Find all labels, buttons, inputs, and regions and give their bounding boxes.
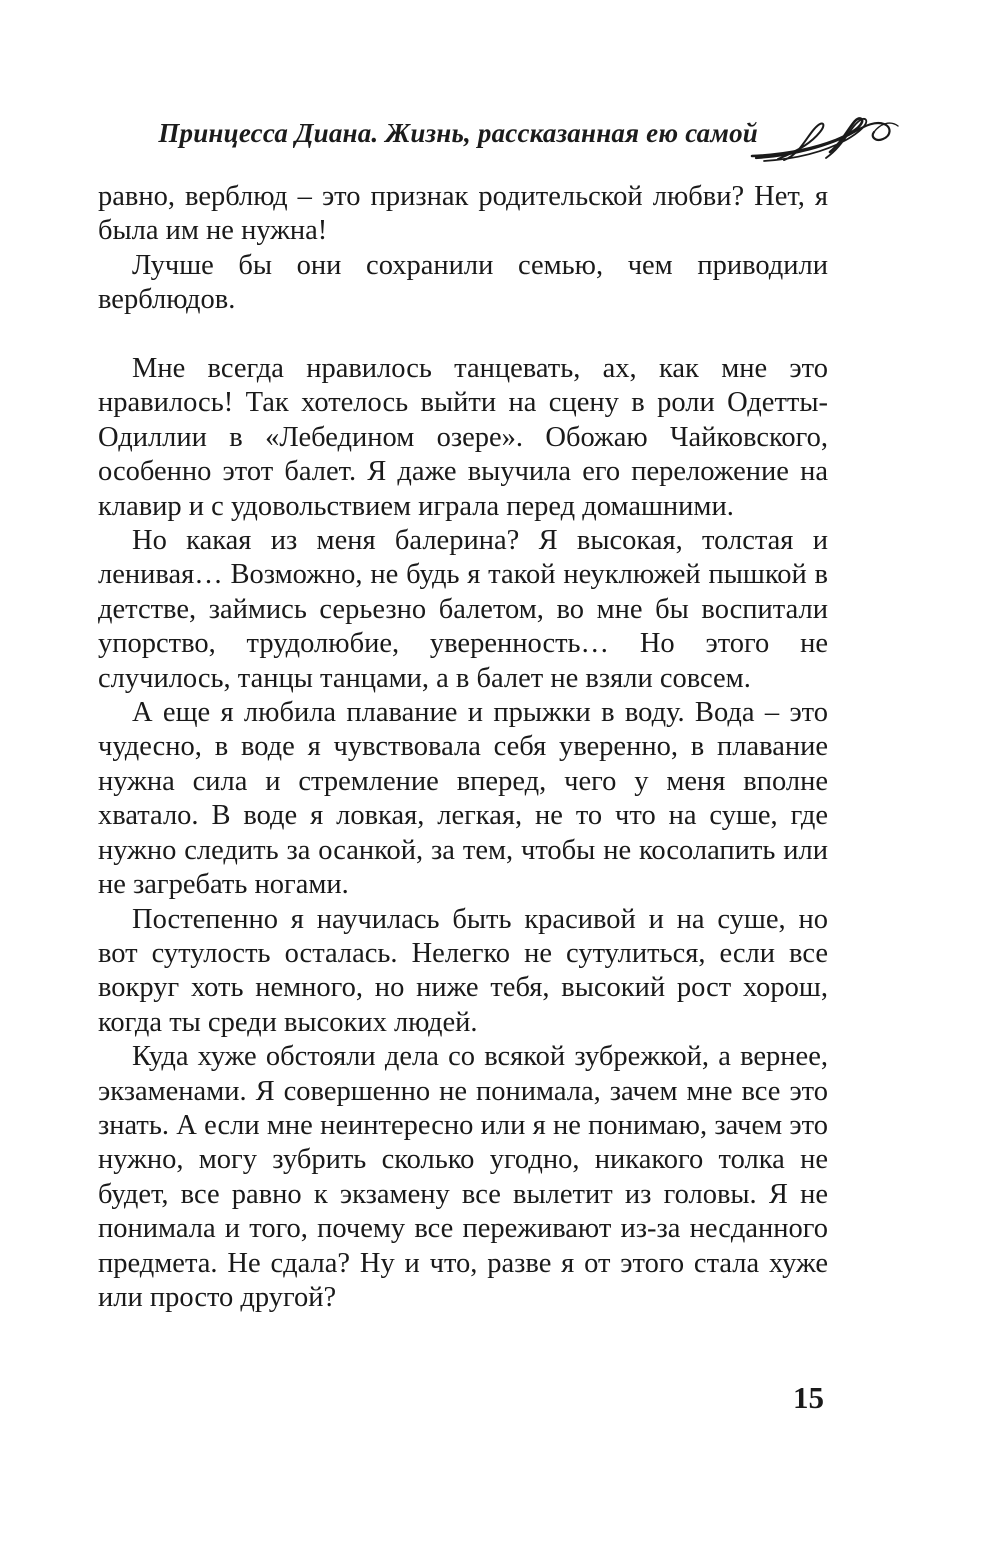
paragraph-5: А еще я любила плавание и прыжки в воду. Вода – это чудесно, в воде я чувствовала себя уверенно, в плавание нужна сила и стремление вперед, чего у меня вполне хватало. В воде я ловкая, легкая, не то что на суше, где нужно следить за осанкой, за тем, чтобы не косолапить или не загребать ногами. bbox=[98, 697, 828, 901]
paragraph-7: Куда хуже обстояли дела со всякой зубрежкой, а вернее, экзаменами. Я совершенно не понимала, зачем мне все это знать. А если мне неинтересно или я не понимаю, зачем это нужно, могу зубрить сколько угодно, никакого толка не будет, все равно к экзамену все вылетит из головы. Я не понимала и того, почему все переживают из-за несданного предмета. Не сдала? Ну и что, разве я от этого стала хуже или просто другой? bbox=[98, 1041, 828, 1313]
flourish-ornament-icon bbox=[750, 112, 900, 164]
paragraph-4: Но какая из меня балерина? Я высокая, толстая и ленивая… Возможно, не будь я такой неуклюжей пышкой в детстве, займись серьезно балетом, во мне бы воспитали упорство, трудолюбие, уверенность… Но этого не случилось, танцы танцами, а в балет не взяли совсем. bbox=[98, 525, 828, 694]
running-title: Принцесса Диана. Жизнь, рассказанная ею самой bbox=[158, 118, 758, 148]
paragraph-2: Лучше бы они сохранили семью, чем приводили верблюдов. bbox=[98, 249, 828, 316]
page-number: 15 bbox=[793, 1380, 824, 1415]
paragraph-6: Постепенно я научилась быть красивой и на суше, но вот сутулость осталась. Нелегко не сутулиться, если все вокруг хоть немного, но ниже тебя, высокий рост хорош, когда ты среди высоких людей. bbox=[98, 903, 828, 1038]
running-header bbox=[158, 112, 900, 162]
paragraph-3: Мне всегда нравилось танцевать, ах, как мне это нравилось! Так хотелось выйти на сцену в роли Одетты-Одиллии в «Лебедином озере». Обожаю Чайковского, особенно этот балет. Я даже выучила его переложение на клавир и с удовольствием играла перед домашними. bbox=[98, 353, 828, 522]
body-text bbox=[98, 180, 828, 1315]
paragraph-1: равно, верблюд – это признак родительской любви? Нет, я была им не нужна! bbox=[98, 181, 828, 247]
